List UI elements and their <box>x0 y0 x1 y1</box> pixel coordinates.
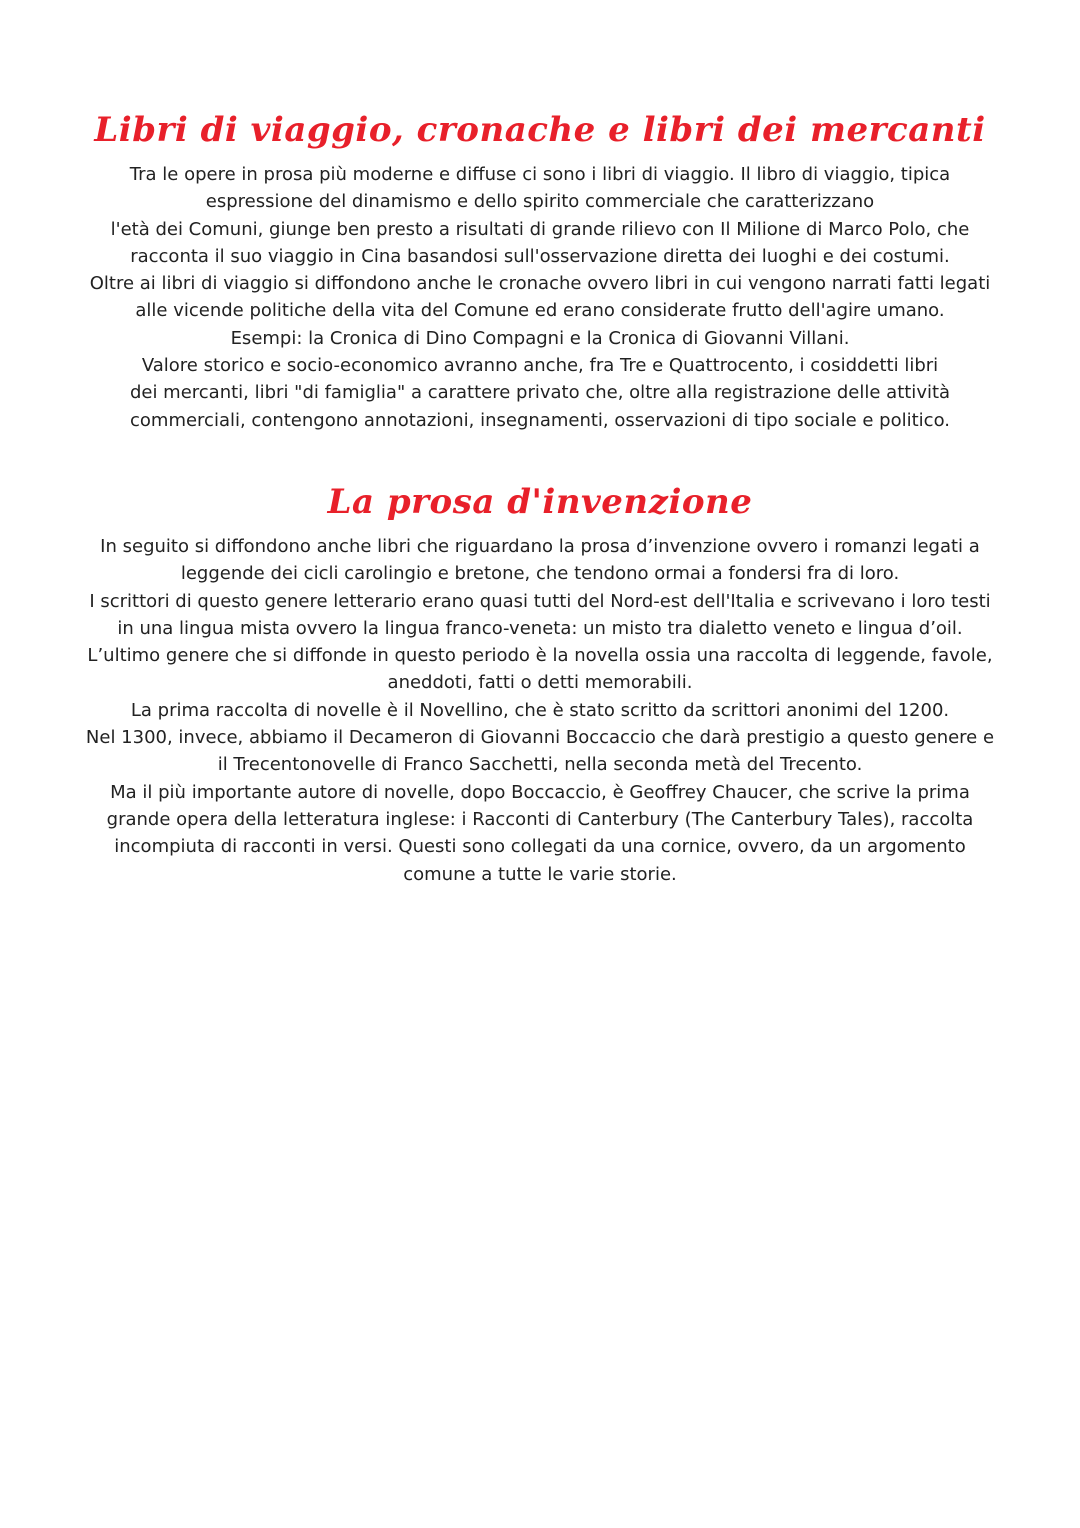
text-line: I scrittori di questo genere letterario erano quasi tutti del Nord-est dell'Italia e scrivevano i loro testi <box>89 590 991 612</box>
text-line: L’ultimo genere che si diffonde in questo periodo è la novella ossia una raccolta di leggende, favole, <box>87 645 993 667</box>
section-body <box>60 533 1020 888</box>
section-travel-books <box>60 106 1020 434</box>
text-line: alle vicende politiche della vita del Comune ed erano considerate frutto dell'agire umano. <box>135 300 945 322</box>
text-line: In seguito si diffondono anche libri che riguardano la prosa d’invenzione ovvero i romanzi legati a <box>100 536 980 557</box>
text-line: commerciali, contengono annotazioni, insegnamenti, osservazioni di tipo sociale e politico. <box>130 409 950 431</box>
text-line: grande opera della letteratura inglese: i Racconti di Canterbury (The Canterbury Tales), raccolta <box>106 808 974 830</box>
text-line: leggende dei cicli carolingio e bretone, che tendono ormai a fondersi fra di loro. <box>180 563 900 585</box>
section-heading: Libri di viaggio, cronache e libri dei mercanti <box>94 110 986 150</box>
text-line: Ma il più importante autore di novelle, dopo Boccaccio, è Geoffrey Chaucer, che scrive la prima <box>110 781 970 803</box>
text-line: comune a tutte le varie storie. <box>403 863 677 885</box>
text-line: il Trecentonovelle di Franco Sacchetti, nella seconda metà del Trecento. <box>217 754 863 776</box>
text-line: Nel 1300, invece, abbiamo il Decameron di Giovanni Boccaccio che darà prestigio a questo genere e <box>85 727 995 749</box>
section-heading: La prosa d'invenzione <box>327 482 753 522</box>
text-line: Valore storico e socio-economico avranno anche, fra Tre e Quattrocento, i cosiddetti libri <box>141 355 939 377</box>
text-line: espressione del dinamismo e dello spirito commerciale che caratterizzano <box>205 191 875 213</box>
text-line: dei mercanti, libri "di famiglia" a carattere privato che, oltre alla registrazione delle attività <box>129 382 951 404</box>
text-line: Tra le opere in prosa più moderne e diffuse ci sono i libri di viaggio. Il libro di viaggio, tipica <box>129 164 951 185</box>
text-line: aneddoti, fatti o detti memorabili. <box>387 672 693 694</box>
section-invention-prose <box>60 478 1020 888</box>
text-line: incompiuta di racconti in versi. Questi sono collegati da una cornice, ovvero, da un argomento <box>114 836 966 858</box>
text-line: racconta il suo viaggio in Cina basandosi sull'osservazione diretta dei luoghi e dei costumi. <box>130 245 950 267</box>
text-line: l'età dei Comuni, giunge ben presto a risultati di grande rilievo con Il Milione di Marco Polo, che <box>110 218 970 240</box>
text-line: Oltre ai libri di viaggio si diffondono anche le cronache ovvero libri in cui vengono narrati fatti legati <box>89 273 991 295</box>
text-line: La prima raccolta di novelle è il Novellino, che è stato scritto da scrittori anonimi del 1200. <box>130 699 950 721</box>
text-line: Esempi: la Cronica di Dino Compagni e la Cronica di Giovanni Villani. <box>230 327 850 349</box>
text-line: in una lingua mista ovvero la lingua franco-veneta: un misto tra dialetto veneto e lingua d’oil. <box>117 617 963 639</box>
section-body <box>60 161 1020 434</box>
